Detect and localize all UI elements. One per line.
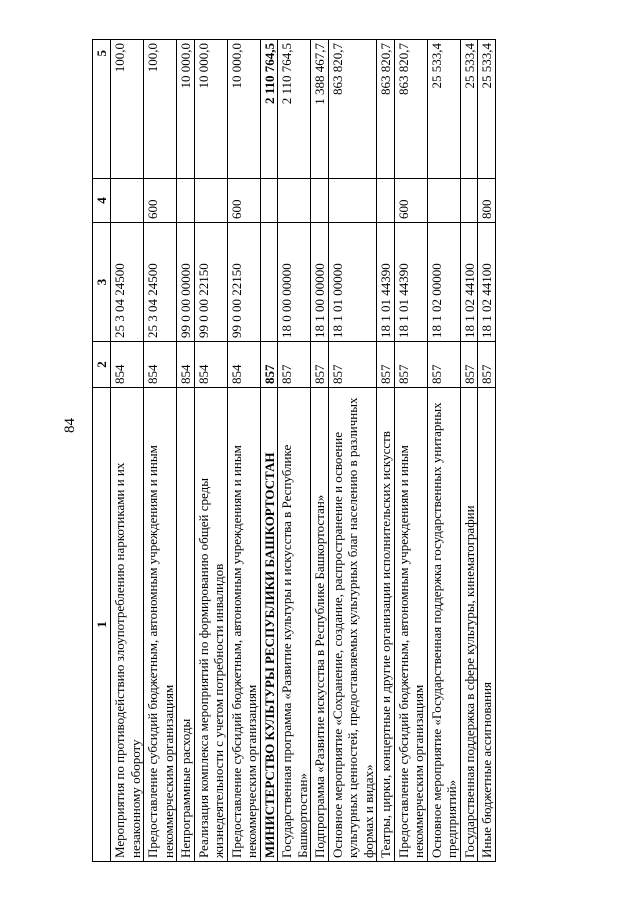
table-row [377,40,395,862]
page-number: 84 [62,418,78,433]
row-name-cell: Предоставление субсидий бюджетным, автономным учреждениям и иным некоммерческим организациям [144,388,177,862]
row-type-cell: 800 [478,179,496,223]
row-target-cell: 18 0 00 00000 [278,223,311,342]
row-target-cell: 25 3 04 24500 [111,223,144,342]
row-code-cell: 854 [194,342,227,388]
table-row [460,40,478,862]
table-row [328,40,377,862]
row-name-cell: Реализация комплекса мероприятий по формированию общей среды жизнедеятельности с учетом потребности инвалидов [194,388,227,862]
row-code-cell: 857 [260,342,278,388]
row-name-cell: Предоставление субсидий бюджетным, автономным учреждениям и иным некоммерческим организациям [227,388,260,862]
row-type-cell: 600 [227,179,260,223]
row-target-cell: 99 0 00 22150 [227,223,260,342]
row-name-cell: Государственная поддержка в сфере культуры, кинематографии [460,388,478,862]
table-body [111,40,496,862]
row-type-cell: 600 [144,179,177,223]
row-code-cell: 857 [478,342,496,388]
row-amount-cell: 25 533,4 [460,40,478,179]
row-code-cell: 857 [394,342,427,388]
row-code-cell: 857 [311,342,329,388]
row-code-cell: 857 [377,342,395,388]
header-row [93,40,111,862]
row-amount-cell: 1 388 467,7 [311,40,329,179]
row-amount-cell: 25 533,4 [478,40,496,179]
row-amount-cell: 2 110 764,5 [260,40,278,179]
row-amount-cell: 863 820,7 [377,40,395,179]
table-row [311,40,329,862]
row-name-cell: Подпрограмма «Развитие искусства в Республике Башкортостан» [311,388,329,862]
row-amount-cell: 863 820,7 [328,40,377,179]
row-name-cell: Театры, цирки, концертные и другие организации исполнительских искусств [377,388,395,862]
row-name-cell: Основное мероприятие «Государственная поддержка государственных унитарных предприятий» [427,388,460,862]
row-amount-cell: 863 820,7 [394,40,427,179]
row-target-cell: 18 1 01 44390 [377,223,395,342]
row-code-cell: 857 [328,342,377,388]
row-target-cell: 18 1 02 00000 [427,223,460,342]
row-target-cell: 18 1 00 00000 [311,223,329,342]
row-name-cell: Непрограммные расходы [177,388,195,862]
row-amount-cell: 10 000,0 [194,40,227,179]
row-name-cell: Предоставление субсидий бюджетным, автономным учреждениям и иным некоммерческим организациям [394,388,427,862]
row-type-cell [328,179,377,223]
row-name-cell: Основное мероприятие «Сохранение, создание, распространение и освоение культурных ценностей, предоставляемых культурных благ населению в различных формах и видах» [328,388,377,862]
row-code-cell: 854 [177,342,195,388]
row-name-cell: Иные бюджетные ассигнования [478,388,496,862]
row-amount-cell: 10 000,0 [177,40,195,179]
row-amount-cell: 100,0 [111,40,144,179]
row-target-cell: 99 0 00 00000 [177,223,195,342]
row-type-cell [194,179,227,223]
row-code-cell: 854 [144,342,177,388]
row-name-cell: МИНИСТЕРСТВО КУЛЬТУРЫ РЕСПУБЛИКИ БАШКОРТОСТАН [260,388,278,862]
row-type-cell [460,179,478,223]
header-col-3: 3 [93,223,111,342]
row-type-cell [427,179,460,223]
row-target-cell: 18 1 02 44100 [460,223,478,342]
row-target-cell: 18 1 01 00000 [328,223,377,342]
table-row [427,40,460,862]
row-type-cell [278,179,311,223]
header-col-5: 5 [93,40,111,179]
row-target-cell: 18 1 02 44100 [478,223,496,342]
header-col-4: 4 [93,179,111,223]
row-type-cell [111,179,144,223]
row-type-cell [177,179,195,223]
row-code-cell: 854 [111,342,144,388]
row-target-cell: 99 0 00 22150 [194,223,227,342]
table-row [177,40,195,862]
row-code-cell: 857 [460,342,478,388]
table-row [478,40,496,862]
budget-table [92,39,496,862]
header-col-1: 1 [93,388,111,862]
header-col-2: 2 [93,342,111,388]
row-type-cell: 600 [394,179,427,223]
row-type-cell [377,179,395,223]
row-amount-cell: 2 110 764,5 [278,40,311,179]
row-code-cell: 857 [427,342,460,388]
row-target-cell: 18 1 01 44390 [394,223,427,342]
row-type-cell [260,179,278,223]
row-amount-cell: 25 533,4 [427,40,460,179]
row-amount-cell: 100,0 [144,40,177,179]
table-row [194,40,227,862]
row-name-cell: Мероприятия по противодействию злоупотреблению наркотиками и их незаконному обороту [111,388,144,862]
table-row [227,40,260,862]
row-type-cell [311,179,329,223]
table-row [260,40,278,862]
row-target-cell: 25 3 04 24500 [144,223,177,342]
row-code-cell: 857 [278,342,311,388]
rotated-table-container [92,40,496,862]
row-amount-cell: 10 000,0 [227,40,260,179]
row-target-cell [260,223,278,342]
table-row [394,40,427,862]
row-code-cell: 854 [227,342,260,388]
table-row [144,40,177,862]
table-row [278,40,311,862]
row-name-cell: Государственная программа «Развитие культуры и искусства в Республике Башкортостан» [278,388,311,862]
table-row [111,40,144,862]
